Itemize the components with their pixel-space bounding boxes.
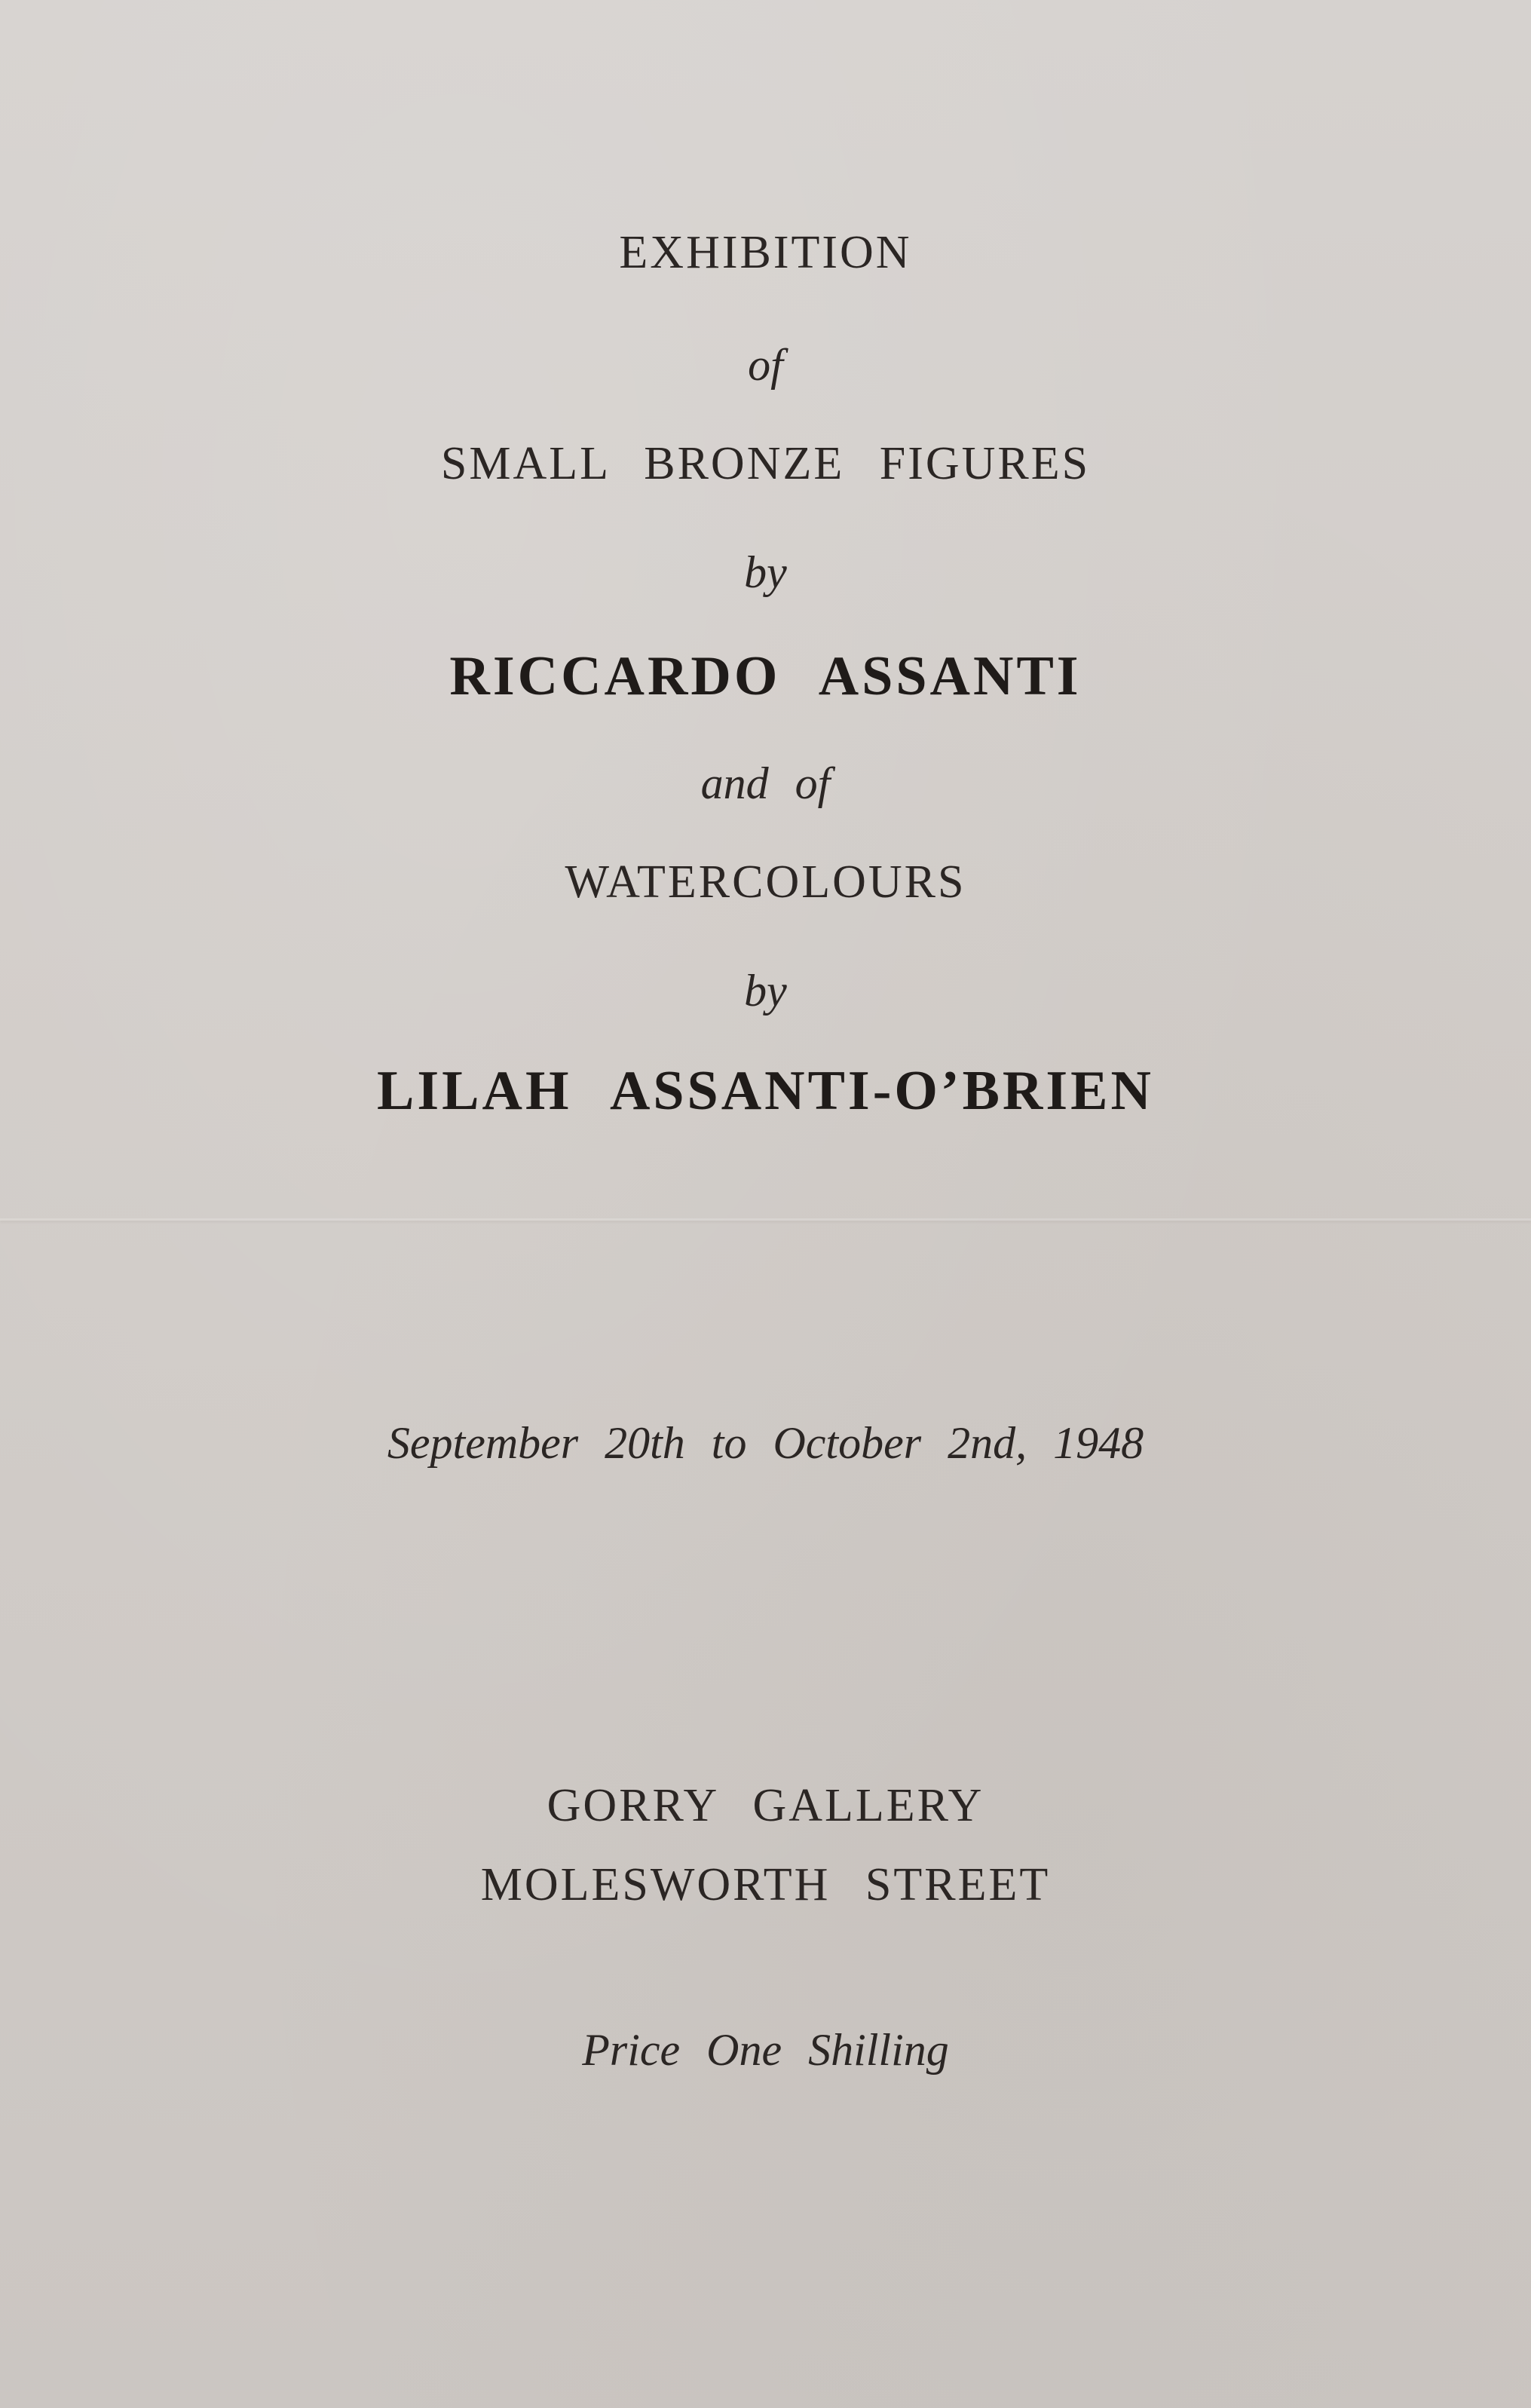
by-connector-2: by: [744, 966, 787, 1016]
price-note: Price One Shilling: [582, 2025, 949, 2075]
bronze-figures-title: SMALL BRONZE FIGURES: [440, 438, 1091, 489]
exhibition-heading: EXHIBITION: [619, 227, 912, 278]
and-of-connector: and of: [700, 758, 831, 808]
gallery-street: MOLESWORTH STREET: [480, 1859, 1051, 1910]
artist-name-lilah: LILAH ASSANTI-O’BRIEN: [377, 1060, 1154, 1122]
of-connector: of: [748, 340, 783, 390]
by-connector-1: by: [744, 547, 787, 597]
paper-fold-crease: [0, 1218, 1531, 1221]
exhibition-dates: September 20th to October 2nd, 1948: [387, 1418, 1144, 1468]
watercolours-title: WATERCOLOURS: [565, 856, 966, 908]
artist-name-riccardo: RICCARDO ASSANTI: [449, 645, 1082, 707]
gallery-name: GORRY GALLERY: [547, 1780, 984, 1831]
